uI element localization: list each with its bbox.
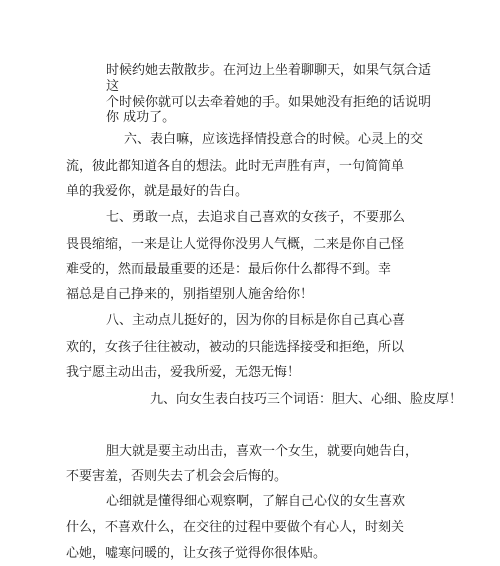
section-six-heading-line: 六、表白嘛，应该选择情投意合的时候。心灵上的交 — [124, 132, 424, 147]
section-eight-heading-line: 八、主动点儿挺好的，因为你的目标是你自己真心喜 — [106, 313, 406, 328]
paragraph-line: 时候约她去散散步。在河边上坐着聊聊天，如果气氛合适 — [106, 63, 432, 78]
paragraph-line: 这 — [106, 79, 120, 94]
paragraph-line: 我宁愿主动出击，爱我所爱，无怨无悔！ — [66, 365, 301, 380]
section-seven-heading-line: 七、勇敢一点，去追求自己喜欢的女孩子，不要那么 — [106, 210, 406, 225]
paragraph-line: 福总是自己挣来的，别指望别人施舍给你！ — [66, 287, 314, 302]
paragraph-line: 单的我爱你，就是最好的告白。 — [66, 184, 249, 199]
paragraph-line: 难受的，然而最最重要的还是：最后你什么都得不到。幸 — [66, 262, 392, 277]
section-nine-heading-line: 九、向女生表白技巧三个词语：胆大、心细、脸皮厚！ — [150, 392, 463, 407]
paragraph-line: 欢的，女孩子往往被动，被动的只能选择接受和拒绝，所以 — [66, 340, 405, 355]
paragraph-line: 个时候你就可以去牵着她的手。如果她没有拒绝的话说明 — [106, 95, 432, 110]
paragraph-line: 畏畏缩缩，一来是让人觉得你没男人气概，二来是你自己怪 — [66, 237, 405, 252]
paragraph-line: 什么，不喜欢什么，在交往的过程中要做个有心人，时刻关 — [66, 520, 405, 535]
paragraph-line: 不要害羞，否则失去了机会会后悔的。 — [66, 469, 288, 484]
paragraph-line: 心她，嘘寒问暖的，让女孩子觉得你很体贴。 — [66, 546, 327, 561]
paragraph-line: 胆大就是要主动出击，喜欢一个女生，就要向她告白， — [106, 444, 419, 459]
paragraph-line: 你 成功了。 — [106, 110, 176, 125]
paragraph-line: 流，彼此都知道各自的想法。此时无声胜有声，一句简简单 — [66, 159, 405, 174]
paragraph-line: 心细就是懂得细心观察啊，了解自己心仪的女生喜欢 — [106, 494, 406, 509]
